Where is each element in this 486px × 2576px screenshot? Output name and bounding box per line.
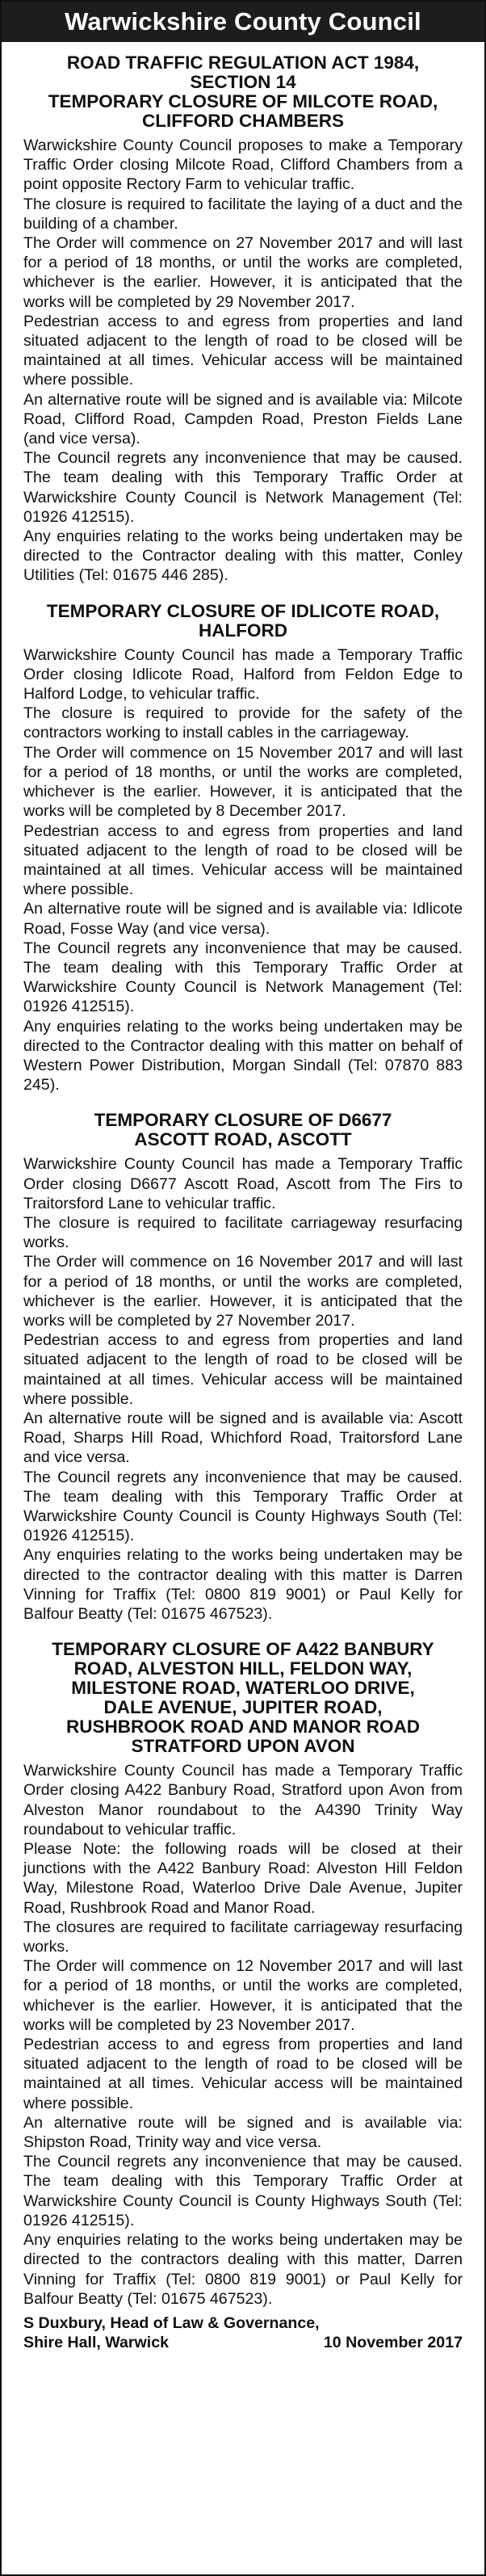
paragraph: Warwickshire County Council has made a Temporary Traffic Order closing D6677 Ascott Road, Ascott from The Firs to Traitorsford Lane to vehicular traffic. bbox=[23, 1155, 463, 1212]
notice-date: 10 November 2017 bbox=[323, 2333, 463, 2351]
section-heading bbox=[23, 1111, 463, 1149]
paragraph: Any enquiries relating to the works being undertaken may be directed to the Contractor dealing with this matter, Conley Utilities (Tel: 01675 446 285). bbox=[23, 527, 463, 585]
paragraph: Any enquiries relating to the works being undertaken may be directed to the contractor dealing with this matter is Darren Vinning for Traffix (Tel: 0800 819 9001) or Paul Kelly for Balfour Beatty (Tel: 01675 467523). bbox=[23, 1546, 463, 1624]
heading-line: SECTION 14 bbox=[190, 72, 296, 92]
heading-line: STRATFORD UPON AVON bbox=[131, 1736, 355, 1757]
paragraph: Please Note: the following roads will be closed at their junctions with the A422 Banbury Road: Alveston Hill Feldon Way, Milestone Road, Waterloo Drive Dale Avenue, Jupiter Road, Rushbrook Road and Manor Road. bbox=[23, 1840, 463, 1917]
paragraph: Any enquiries relating to the works being undertaken may be directed to the contractors dealing with this matter, Darren Vinning for Traffix (Tel: 0800 819 9001) or Paul Kelly for Balfour Beatty (Tel: 01675 467523). bbox=[23, 2231, 463, 2308]
paragraph: An alternative route will be signed and is available via: Idlicote Road, Fosse Way (and vice versa). bbox=[23, 900, 463, 938]
paragraph: The Order will commence on 12 November 2017 and will last for a period of 18 months, or until the works are completed, whichever is the earlier. However, it is anticipated that the works will be completed by 23 November 2017. bbox=[23, 1957, 463, 2034]
heading-line: DALE AVENUE, JUPITER ROAD, bbox=[103, 1697, 383, 1718]
heading-line: TEMPORARY CLOSURE OF A422 BANBURY bbox=[52, 1639, 434, 1660]
masthead: Warwickshire County Council bbox=[2, 2, 484, 42]
notice-section bbox=[23, 602, 463, 1095]
paragraph: Pedestrian access to and egress from properties and land situated adjacent to the length of road to be closed will be maintained at all times. Vehicular access will be maintained where possible. bbox=[23, 1331, 463, 1408]
paragraph: The closure is required to facilitate the laying of a duct and the building of a chamber. bbox=[23, 195, 463, 233]
notice-section bbox=[23, 1111, 463, 1624]
heading-line: ROAD, ALVESTON HILL, FELDON WAY, bbox=[73, 1658, 413, 1679]
paragraph: The Council regrets any inconvenience that may be caused. The team dealing with this Temporary Traffic Order at Warwickshire County Council is Network Management (Tel: 01926 412515). bbox=[23, 939, 463, 1016]
paragraph: Warwickshire County Council has made a Temporary Traffic Order closing Idlicote Road, Halford from Feldon Edge to Halford Lodge, to vehicular traffic. bbox=[23, 645, 463, 704]
section-heading bbox=[23, 1640, 463, 1756]
paragraph: The Council regrets any inconvenience that may be caused. The team dealing with this Temporary Traffic Order at Warwickshire County Council is County Highways South (Tel: 01926 412515). bbox=[23, 1468, 463, 1545]
paragraph: An alternative route will be signed and is available via: Ascott Road, Sharps Hill Road, Whichford Road, Traitorsford Lane and vice versa. bbox=[23, 1409, 463, 1467]
heading-line: CLIFFORD CHAMBERS bbox=[142, 111, 344, 131]
paragraph: An alternative route will be signed and is available via: Shipston Road, Trinity way and vice versa. bbox=[23, 2113, 463, 2152]
heading-line: ASCOTT ROAD, ASCOTT bbox=[134, 1129, 352, 1150]
heading-line: MILESTONE ROAD, WATERLOO DRIVE, bbox=[71, 1678, 415, 1699]
notice-section bbox=[23, 53, 463, 586]
paragraph: Pedestrian access to and egress from properties and land situated adjacent to the length of road to be closed will be maintained at all times. Vehicular access will be maintained where possible. bbox=[23, 312, 463, 389]
heading-line: RUSHBROOK ROAD AND MANOR ROAD bbox=[66, 1717, 420, 1738]
paragraph: The closure is required to facilitate carriageway resurfacing works. bbox=[23, 1213, 463, 1252]
section-heading bbox=[23, 53, 463, 131]
paragraph: The Order will commence on 16 November 2017 and will last for a period of 18 months, or until the works are completed, whichever is the earlier. However, it is anticipated that the works will be completed by 27 November 2017. bbox=[23, 1253, 463, 1330]
paragraph: Any enquiries relating to the works being undertaken may be directed to the Contractor dealing with this matter on behalf of Western Power Distribution, Morgan Sindall (Tel: 07870 883 245). bbox=[23, 1017, 463, 1095]
heading-line: TEMPORARY CLOSURE OF MILCOTE ROAD, bbox=[48, 91, 438, 111]
signatory-line: S Duxbury, Head of Law & Governance, bbox=[23, 2313, 320, 2332]
paragraph: Pedestrian access to and egress from properties and land situated adjacent to the length of road to be closed will be maintained at all times. Vehicular access will be maintained where possible. bbox=[23, 822, 463, 899]
paragraph: The Order will commence on 15 November 2017 and will last for a period of 18 months, or until the works are completed, whichever is the earlier. However, it is anticipated that the works will be completed by 8 December 2017. bbox=[23, 743, 463, 821]
paragraph: An alternative route will be signed and is available via: Milcote Road, Clifford Road, Campden Road, Preston Fields Lane (and vice versa). bbox=[23, 390, 463, 448]
signoff-location: Shire Hall, Warwick bbox=[23, 2333, 170, 2351]
signoff bbox=[23, 2313, 463, 2352]
paragraph: The Order will commence on 27 November 2017 and will last for a period of 18 months, or until the works are completed, whichever is the earlier. However, it is anticipated that the works will be completed by 29 November 2017. bbox=[23, 234, 463, 311]
paragraph: The closures are required to facilitate carriageway resurfacing works. bbox=[23, 1918, 463, 1956]
notice-section bbox=[23, 1640, 463, 2309]
paragraph: Warwickshire County Council has made a Temporary Traffic Order closing A422 Banbury Road, Stratford upon Avon from Alveston Manor roundabout to the A4390 Trinity Way roundabout to vehicular traffic. bbox=[23, 1762, 463, 1838]
paragraph: Pedestrian access to and egress from properties and land situated adjacent to the length of road to be closed will be maintained at all times. Vehicular access will be maintained where possible. bbox=[23, 2036, 463, 2112]
heading-line: TEMPORARY CLOSURE OF IDLICOTE ROAD, bbox=[46, 600, 440, 621]
signoff-row bbox=[23, 2333, 463, 2352]
paragraph: The Council regrets any inconvenience that may be caused. The team dealing with this Temporary Traffic Order at Warwickshire County Council is County Highways South (Tel: 01926 412515). bbox=[23, 2153, 463, 2229]
paragraph: The closure is required to provide for the safety of the contractors working to install cables in the carriageway. bbox=[23, 704, 463, 742]
paragraph: Warwickshire County Council proposes to make a Temporary Traffic Order closing Milcote Road, Clifford Chambers from a point opposite Rectory Farm to vehicular traffic. bbox=[23, 137, 463, 194]
paragraph: The Council regrets any inconvenience that may be caused. The team dealing with this Temporary Traffic Order at Warwickshire County Council is Network Management (Tel: 01926 412515). bbox=[23, 449, 463, 526]
section-heading bbox=[23, 602, 463, 641]
heading-line: ROAD TRAFFIC REGULATION ACT 1984, bbox=[66, 53, 420, 73]
notice-body bbox=[2, 42, 484, 2352]
heading-line: TEMPORARY CLOSURE OF D6677 bbox=[94, 1110, 392, 1131]
heading-line: HALFORD bbox=[199, 620, 287, 641]
